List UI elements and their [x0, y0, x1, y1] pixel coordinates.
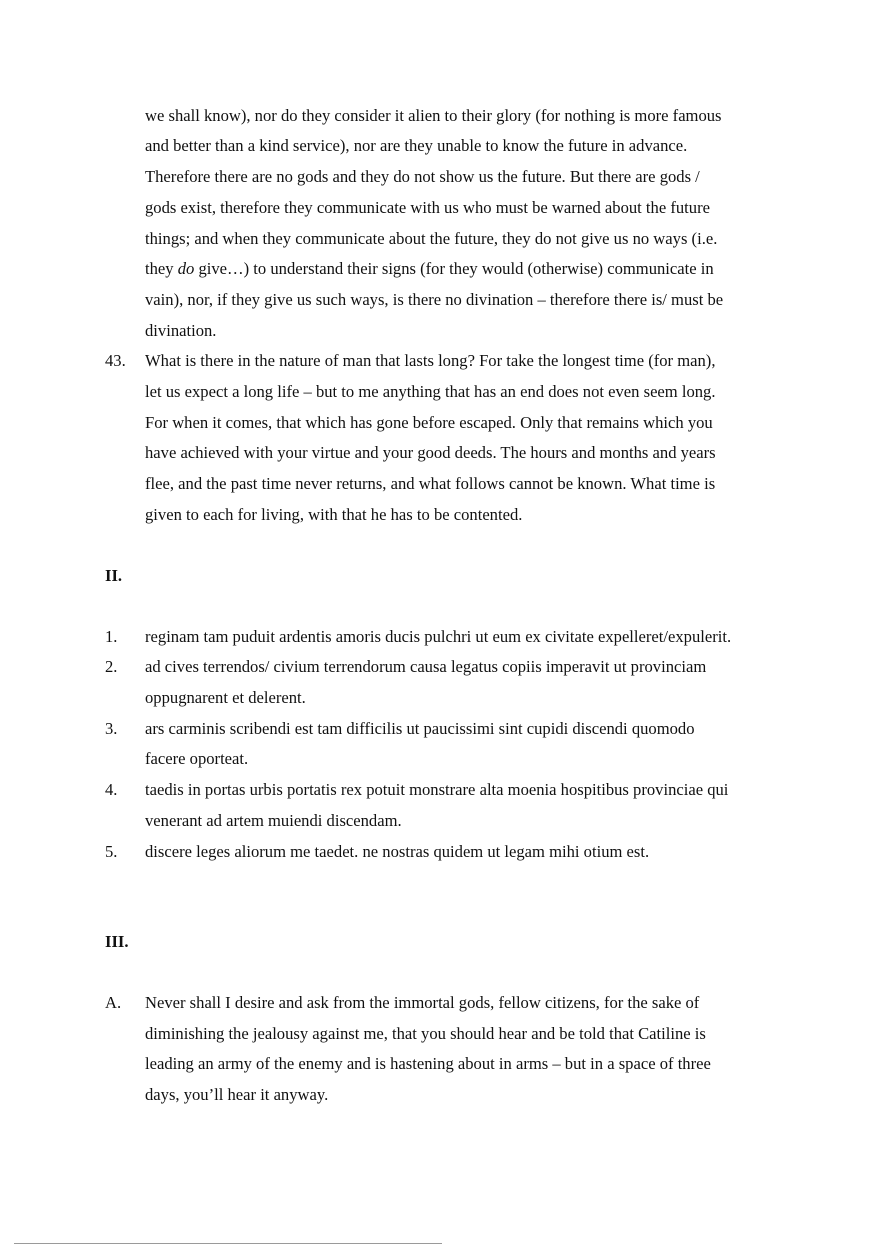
para-42-line: we shall know), nor do they consider it alien to their glory (for nothing is more famous	[145, 106, 722, 125]
footnote-divider	[14, 1243, 442, 1244]
item-number: 1.	[105, 627, 118, 646]
item-line: ad cives terrendos/ civium terrendorum causa legatus copiis imperavit ut provinciam	[145, 657, 707, 676]
para-42-emphasis: do	[177, 259, 195, 278]
para-42-line: vain), nor, if they give us such ways, is there no divination – therefore there is/ must be	[145, 290, 724, 309]
item-line: taedis in portas urbis portatis rex potuit monstrare alta moenia hospitibus provinciae qui	[145, 780, 729, 799]
item-number: 2.	[105, 657, 118, 676]
item-number: 5.	[105, 842, 118, 861]
item-line: Never shall I desire and ask from the immortal gods, fellow citizens, for the sake of	[145, 993, 700, 1012]
para-43-line: What is there in the nature of man that lasts long? For take the longest time (for man),	[145, 351, 716, 370]
para-42-line: divination.	[145, 321, 217, 340]
item-number: 3.	[105, 719, 118, 738]
item-label: A.	[105, 993, 122, 1012]
section-3-heading: III.	[105, 932, 129, 951]
item-line: diminishing the jealousy against me, that you should hear and be told that Catiline is	[145, 1024, 706, 1043]
item-line: venerant ad artem muiendi discendam.	[145, 811, 402, 830]
para-43-number: 43.	[105, 351, 126, 370]
para-43-line: have achieved with your virtue and your good deeds. The hours and months and years	[145, 443, 716, 462]
para-42-line-text: give…) to understand their signs (for they would (otherwise) communicate in	[194, 259, 714, 278]
para-42-line: Therefore there are no gods and they do not show us the future. But there are gods /	[145, 167, 700, 186]
para-42-line: things; and when they communicate about the future, they do not give us no ways (i.e.	[145, 229, 718, 248]
item-line: discere leges aliorum me taedet. ne nostras quidem ut legam mihi otium est.	[145, 842, 650, 861]
para-43-line: let us expect a long life – but to me anything that has an end does not even seem long.	[145, 382, 716, 401]
item-number: 4.	[105, 780, 118, 799]
item-line: days, you’ll hear it anyway.	[145, 1085, 329, 1104]
para-43-line: given to each for living, with that he has to be contented.	[145, 505, 523, 524]
item-line: leading an army of the enemy and is hastening about in arms – but in a space of three	[145, 1054, 711, 1073]
item-line: ars carminis scribendi est tam difficilis ut paucissimi sint cupidi discendi quomodo	[145, 719, 695, 738]
item-line: facere oporteat.	[145, 749, 249, 768]
para-42-line-text: they	[145, 259, 178, 278]
para-43-line: flee, and the past time never returns, and what follows cannot be known. What time is	[145, 474, 716, 493]
section-2-heading: II.	[105, 566, 123, 585]
para-42-line	[145, 259, 714, 279]
item-line: oppugnarent et delerent.	[145, 688, 306, 707]
item-line: reginam tam puduit ardentis amoris ducis pulchri ut eum ex civitate expelleret/expulerit.	[145, 627, 732, 646]
para-42-line: and better than a kind service), nor are they unable to know the future in advance.	[145, 136, 688, 155]
para-43-line: For when it comes, that which has gone before escaped. Only that remains which you	[145, 413, 713, 432]
para-42-line: gods exist, therefore they communicate with us who must be warned about the future	[145, 198, 710, 217]
